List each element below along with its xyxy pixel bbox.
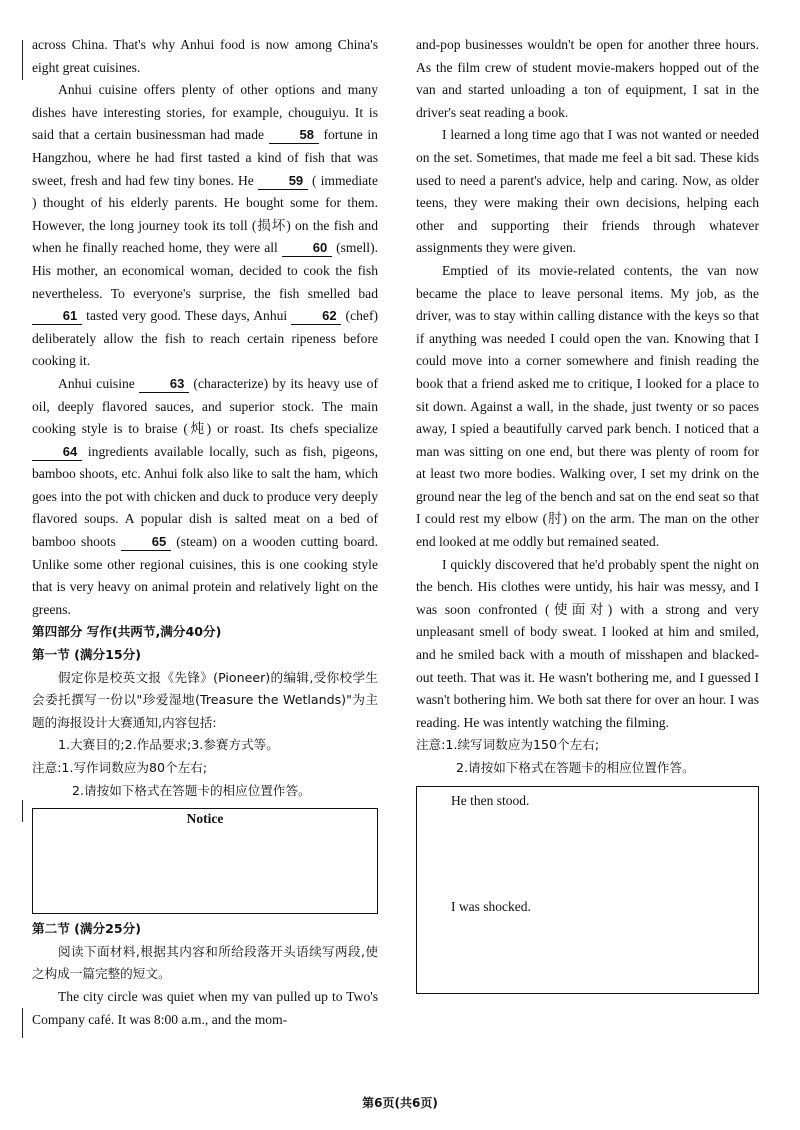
continuation-opening-2: I was shocked. [451,898,531,914]
story-paragraph: I learned a long time ago that I was not wanted or needed on the set. Sometimes, that made me feel a bit sad. These kids used to need a parent's advice, help and caring. Now, as older teens, they were making their own decisions, helping each other and supporting their friends through whatever assignments they were given. [416,127,759,256]
blank-59[interactable]: 59 [258,173,308,190]
note: 注意:1.续写词数应为150个左右; [416,737,600,753]
task-text: 假定你是校英文报《先锋》(Pioneer)的编辑,受你校学生会委托撰写一份以"珍爱湿地(Treasure the Wetlands)"为主题的海报设计大赛通知,内容包括: [32,669,378,730]
margin-line [22,40,23,80]
paragraph: Anhui cuisine 63 (characterize) by its heavy use of oil, deeply flavored sauces, and superior stock. The main cooking style is to braise (炖) or roast. Its chefs specialize 64 ingredients available locally, such as fish, pigeons, bamboo shoots, etc. Anhui folk also like to salt the ham, which goes into the pot with chicken and duck to produce very deeply flavored soups. A popular dish is salted meat on a bed of bamboo shoots 65 (steam) on a wooden cutting board. Unlike some other regional cuisines, this is one cooking style that is very heavy on animal protein and relatively light on the greens. [32,375,378,617]
blank-64[interactable]: 64 [32,444,82,461]
blank-61[interactable]: 61 [32,308,82,325]
blank-63[interactable]: 63 [139,376,189,393]
task-text: 阅读下面材料,根据其内容和所给段落开头语续写两段,使之构成一篇完整的短文。 [32,943,378,982]
left-column [32,34,378,1031]
notice-title: Notice [186,811,224,827]
story-paragraph: I quickly discovered that he'd probably spent the night on the bench. His clothes were untidy, his hair was messy, and I was soon confronted (使面对) with a strong and very unpleasant smell of body sweat. I looked at him and smiled, and he smiled back with a mouth of misshapen and blacked-out teeth. That was it. He wasn't bothering me, and I guessed I wasn't bothering him. We both sat there for over an hour. I was reading. He was intently watching the filming. [416,556,759,730]
section-heading: 第一节 (满分15分) [32,647,141,663]
continuation-opening-1: He then stood. [451,792,530,808]
blank-62[interactable]: 62 [291,308,341,325]
note: 注意:1.写作词数应为80个左右; [32,760,208,775]
notice-answer-box[interactable] [32,808,378,914]
story-paragraph: The city circle was quiet when my van pulled up to Two's Company café. It was 8:00 a.m., and the mom- [32,988,378,1027]
note: 2.请按如下格式在答题卡的相应位置作答。 [456,760,695,775]
margin-line [22,1008,23,1038]
blank-60[interactable]: 60 [282,240,332,257]
section-heading: 第二节 (满分25分) [32,921,141,937]
part-heading: 第四部分 写作(共两节,满分40分) [32,624,222,640]
paragraph: across China. That's why Anhui food is now among China's eight great cuisines. [32,37,378,75]
right-column [416,34,759,994]
story-paragraph: Emptied of its movie-related contents, the van now became the place to leave personal items. My job, as the driver, was to stay within calling distance with the keys so that if anything was needed I could open the van. Knowing that I could move into a corner somewhere and finish reading the book that a friend asked me to critique, I looked for a place to sit down. Against a wall, in the shade, just twenty or so paces away, I spied a beautifully carved park bench. I noticed that a man was sitting on one end, but there was plenty of room for at least two more bodies. Walking over, I set my drink on the ground near the leg of the bench and sat on the end seat so that I could rest my elbow (肘) on the arm. The man on the other end looked at me oddly but remained seated. [416,262,759,550]
continuation-answer-box[interactable] [416,786,759,994]
margin-line [22,800,23,822]
note: 2.请按如下格式在答题卡的相应位置作答。 [72,782,311,798]
blank-65[interactable]: 65 [121,534,171,551]
paragraph: Anhui cuisine offers plenty of other options and many dishes have interesting stories, for example, chouguiyu. It is said that a certain businessman had made 58 fortune in Hangzhou, where he had first tasted a kind of fish that was sweet, fresh and had few tiny bones. He 59 ( immediate ) thought of his elderly parents. He bought some for them. However, the long journey took its toll (损坏) on the fish and when he finally reached home, they were all 60 (smell). His mother, an economical woman, decided to cook the fish nevertheless. To everyone's surprise, the fish smelled bad 61 tasted very good. These days, Anhui 62 (chef) deliberately allow the fish to reach certain ripeness before cooking it. [32,82,378,369]
blank-58[interactable]: 58 [269,127,319,144]
story-paragraph: and-pop businesses wouldn't be open for another three hours. As the film crew of student movie-makers hopped out of the van and started unloading a ton of equipment, I sat in the driver's seat reading a book. [416,37,759,120]
task-items: 1.大赛目的;2.作品要求;3.参赛方式等。 [58,737,279,753]
page-number: 第6页(共6页) [362,1096,438,1110]
